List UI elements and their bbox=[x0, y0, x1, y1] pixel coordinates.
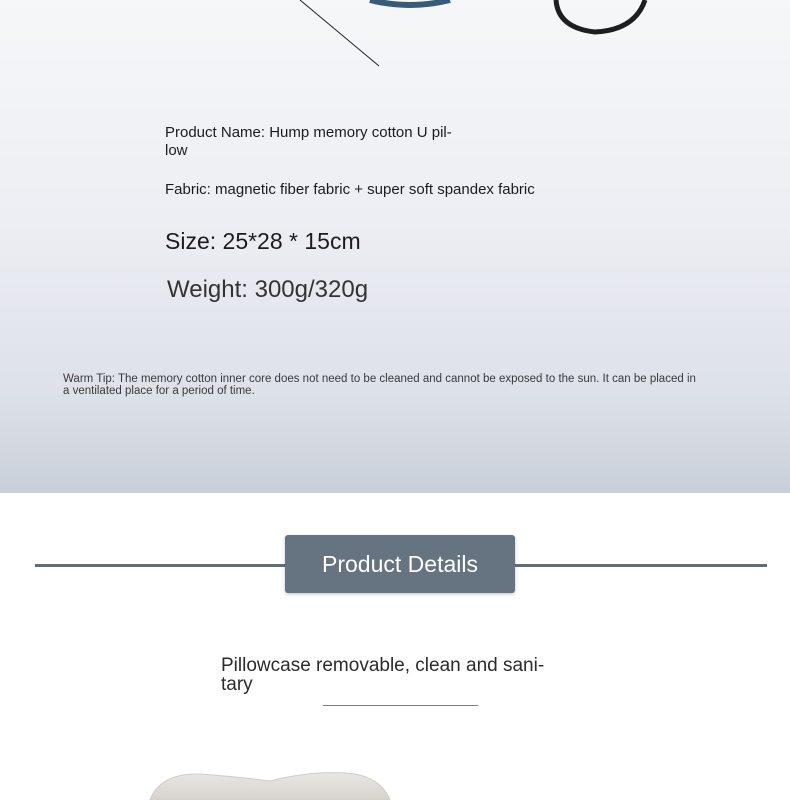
spec-weight: Weight: 300g/320g bbox=[167, 276, 369, 303]
spec-product-name: Product Name: Hump memory cotton U pil- low bbox=[165, 124, 452, 159]
pillow-image bbox=[0, 0, 790, 120]
spec-size: Size: 25*28 * 15cm bbox=[165, 228, 361, 254]
warm-tip: Warm Tip: The memory cotton inner core does not need to be cleaned and cannot be exposed to the sun. It can be placed in a ventilated place for a period of time. bbox=[63, 373, 696, 397]
divider-right bbox=[515, 564, 767, 567]
section-header bbox=[35, 535, 767, 593]
divider-left bbox=[35, 564, 287, 567]
section-title: Product Details bbox=[285, 535, 515, 593]
pillow-illustration bbox=[140, 765, 400, 800]
spec-fabric: Fabric: magnetic fiber fabric + super soft spandex fabric bbox=[165, 181, 535, 198]
caption-underline bbox=[323, 705, 478, 706]
caption: Pillowcase removable, clean and sani- tary bbox=[221, 655, 545, 695]
